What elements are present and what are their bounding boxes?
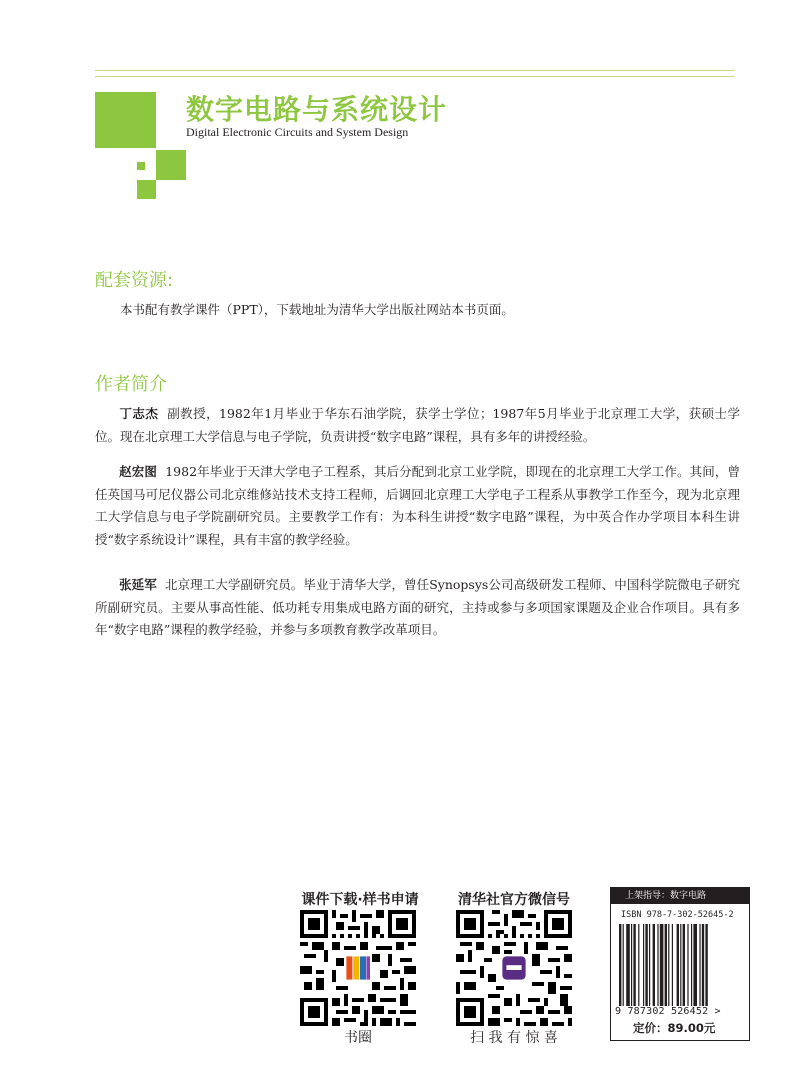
barcode-bar [705,924,707,1006]
isbn-barcode-box [610,887,750,1041]
author-name-2: 赵宏图 [119,464,158,479]
author-name-1: 丁志杰 [119,406,159,421]
shelf-label: 上架指导：数字电路 [611,888,749,904]
barcode-bar [649,924,650,1006]
decor-square-bottom [137,180,156,199]
qr-caption-wechat: 清华社官方微信号 [458,892,570,908]
barcode-bar [619,924,621,1006]
barcode-bar [657,924,658,1006]
barcode-bar [668,924,669,1006]
barcode-bar [626,924,630,1006]
barcode-bar [683,924,685,1006]
top-rule-1 [95,70,735,71]
qr-code-wechat[interactable] [456,910,572,1026]
author-bio-3 [95,574,740,642]
barcode-bar [680,924,681,1006]
barcode-bar [623,924,624,1006]
barcode-bar [687,924,688,1006]
barcode-bar [653,924,655,1006]
author-name-3: 张延军 [119,577,157,592]
authors-heading: 作者简介 [95,374,167,395]
book-subtitle: Digital Electronic Circuits and System Design [186,125,409,139]
author-text-2: 1982年毕业于天津大学电子工程系，其后分配到北京工业学院，即现在的北京理工大学工作。其间，曾任英国马可尼仪器公司北京维修站技术支持工程师，后调回北京理工大学电子工程系从事教学工作至今，现为北京理工大学信息与电子学院副研究员。主要教学工作有：为本科生讲授“数字电路”课程，为中英合作办学项目本科生讲授“数字系统设计”课程，具有丰富的教学经验。 [95,464,740,547]
author-text-3: 北京理工大学副研究员。毕业于清华大学，曾任Synopsys公司高级研发工程师、中国科学院微电子研究所副研究员。主要从事高性能、低功耗专用集成电路方面的研究，主持或参与多项国家课题及企业合作项目。具有多年“数字电路”课程的教学经验，并参与多项教育教学改革项目。 [95,577,740,637]
author-bio-1 [95,403,740,448]
barcode-bar [702,924,704,1006]
top-rule-2 [95,76,735,77]
barcode-bar [699,924,700,1006]
barcode-bar [643,924,644,1006]
resources-heading: 配套资源: [95,270,174,291]
barcode-bar [672,924,673,1006]
barcode-bar [677,924,679,1006]
qr-footer-wechat: 扫 我 有 惊 喜 [470,1030,558,1046]
author-text-1: 副教授，1982年1月毕业于华东石油学院，获学士学位；1987年5月毕业于北京理工大学，获硕士学位。现在北京理工大学信息与电子学院，负责讲授“数字电路”课程，具有多年的讲授经验。 [95,406,740,444]
barcode-bar [638,924,639,1006]
barcode-bar [645,924,647,1006]
book-title: 数字电路与系统设计 [186,93,448,126]
decor-square-large [95,92,156,148]
price-label: 定价：89.00元 [633,1021,716,1035]
barcode-bar [660,924,664,1006]
barcode-bar [633,924,635,1006]
qr-caption-courseware: 课件下载·样书申请 [301,892,419,908]
barcode-bar [665,924,667,1006]
decor-square-medium [156,150,186,180]
resources-text: 本书配有教学课件（PPT），下载地址为清华大学出版社网站本书页面。 [120,302,514,317]
decor-square-small [137,162,145,170]
barcode-digits: 9 787302 526452 > [615,1006,721,1017]
barcode-bar [693,924,697,1006]
barcode-bars [619,924,741,1006]
author-bio-2 [95,461,740,551]
barcode-bar [631,924,632,1006]
qr-footer-courseware: 书圈 [344,1030,372,1046]
qr-code-courseware[interactable] [300,910,416,1026]
isbn-text: ISBN 978-7-302-52645-2 [621,910,734,920]
barcode-bar [691,924,692,1006]
